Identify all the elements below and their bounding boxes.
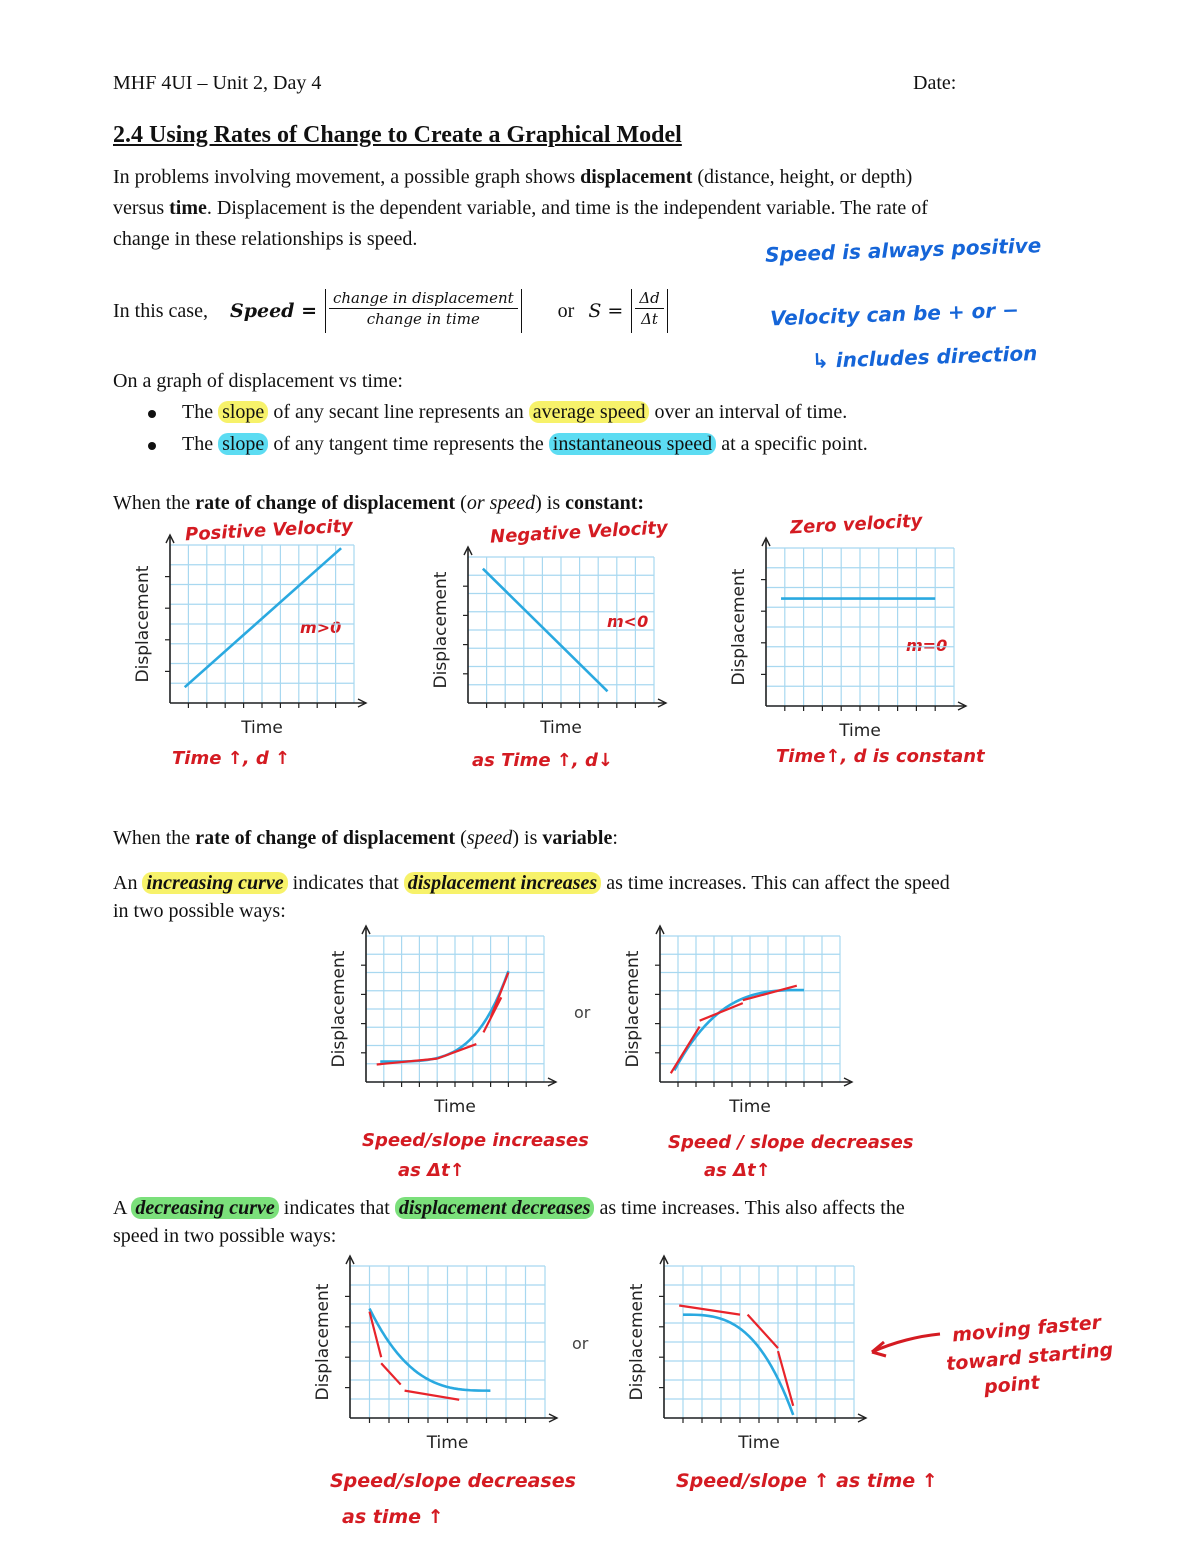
or-label: or [572,1334,589,1353]
tangent-line [437,1044,476,1059]
tangent-line [679,1306,740,1315]
slope-negative: m<0 [607,612,649,631]
displacement-curve [674,990,804,1070]
label-zero-velocity: Zero velocity [789,510,923,539]
y-axis-label: Displacement [329,950,349,1068]
inc-caption-2a: Speed / slope decreases [668,1132,914,1153]
intro-line-3: change in these relationships is speed. [113,228,418,250]
grid [366,936,544,1082]
label-negative-velocity: Negative Velocity [489,517,669,548]
y-axis-label: Displacement [627,1283,647,1401]
slope-zero: m=0 [906,636,948,655]
dec-caption-2: Speed/slope ↑ as time ↑ [676,1470,938,1492]
variable-heading: When the rate of change of displacement (speed) is variable: [113,827,618,849]
graph-zero-velocity [724,534,974,754]
tangent-line [700,1003,743,1021]
inc-caption-1a: Speed/slope increases [362,1130,589,1151]
inc-caption-1b: as Δt↑ [398,1160,465,1181]
bullet-dot [148,442,156,450]
increasing-line-1: An increasing curve indicates that displacement increases as time increases. This can affect the speed [113,872,950,894]
graph-positive-velocity [128,531,374,751]
x-axis-label: Time [540,718,582,738]
graph-decreasing-concave-up [308,1252,565,1466]
course-label: MHF 4UI – Unit 2, Day 4 [113,72,322,94]
tangent-line [381,1363,401,1384]
grid [766,548,954,706]
bullet-tangent: The slope of any tangent time represents the instantaneous speed at a specific point. [182,433,868,455]
dec-caption-1a: Speed/slope decreases [330,1470,576,1492]
displacement-curve [380,971,508,1062]
slope-positive: m>0 [300,618,342,637]
displacement-curve [370,1309,491,1391]
graph-lead: On a graph of displacement vs time: [113,370,403,392]
increasing-line-2: in two possible ways: [113,900,286,922]
x-axis-label: Time [434,1097,476,1117]
x-axis-label: Time [738,1433,780,1453]
side-note-1: moving faster [951,1311,1102,1347]
y-axis-label: Displacement [623,950,643,1068]
inc-caption-2b: as Δt↑ [704,1160,771,1181]
graph-decreasing-concave-down [622,1252,874,1466]
speed-formula: In this case, Speed = $\frac{\text{change in displacement}}{\text{change in time}}$ or S = $\frac{\Delta d}{\Delta t}$ [113,286,668,336]
constant-heading: When the rate of change of displacement (or speed) is constant: [113,492,645,514]
side-note-2: toward starting [945,1338,1115,1376]
tangent-line [748,1315,778,1348]
tangent-line [405,1391,460,1400]
graph-negative-velocity [426,543,674,751]
x-axis-label: Time [729,1097,771,1117]
bullet-dot [148,410,156,418]
x-axis-label: Time [426,1433,469,1453]
caption-zero: Time↑, d is constant [776,746,985,767]
y-axis-label: Displacement [729,568,749,686]
date-label: Date: [913,72,957,94]
x-axis-label: Time [241,718,283,738]
dec-caption-1b: as time ↑ [342,1506,444,1528]
note-includes-direction: ↳ includes direction [811,341,1038,373]
grid [664,1266,854,1418]
or-label: or [574,1003,591,1022]
label-positive-velocity: Positive Velocity [184,515,354,546]
grid [468,557,654,703]
graph-increasing-concave-up [324,922,564,1130]
caption-positive: Time ↑, d ↑ [172,748,291,769]
intro-line-2: versus time. Displacement is the dependent variable, and time is the independent variable. The rate of [113,197,928,219]
note-velocity-sign: Velocity can be + or − [769,297,1020,331]
tangent-line [671,1027,700,1074]
graph-increasing-concave-down [618,922,860,1130]
tangent-line [743,986,797,1001]
decreasing-line-2: speed in two possible ways: [113,1225,337,1247]
displacement-curve [683,1315,793,1415]
grid [660,936,840,1082]
tangent-line [491,973,509,1018]
bullet-secant: The slope of any secant line represents an average speed over an interval of time. [182,401,848,423]
grid [350,1266,545,1418]
x-axis-label: Time [839,721,881,741]
caption-negative: as Time ↑, d↓ [472,750,613,771]
note-speed-positive: Speed is always positive [764,233,1042,267]
y-axis-label: Displacement [133,565,153,683]
decreasing-line-1: A decreasing curve indicates that displacement decreases as time increases. This also affects the [113,1197,905,1219]
grid [170,545,354,703]
intro-line-1: In problems involving movement, a possible graph shows displacement (distance, height, or depth) [113,166,913,188]
page-title: 2.4 Using Rates of Change to Create a Graphical Model [113,122,682,148]
y-axis-label: Displacement [431,571,451,689]
arrow-icon [864,1328,944,1364]
y-axis-label: Displacement [313,1283,333,1401]
side-note-3: point [983,1371,1041,1399]
